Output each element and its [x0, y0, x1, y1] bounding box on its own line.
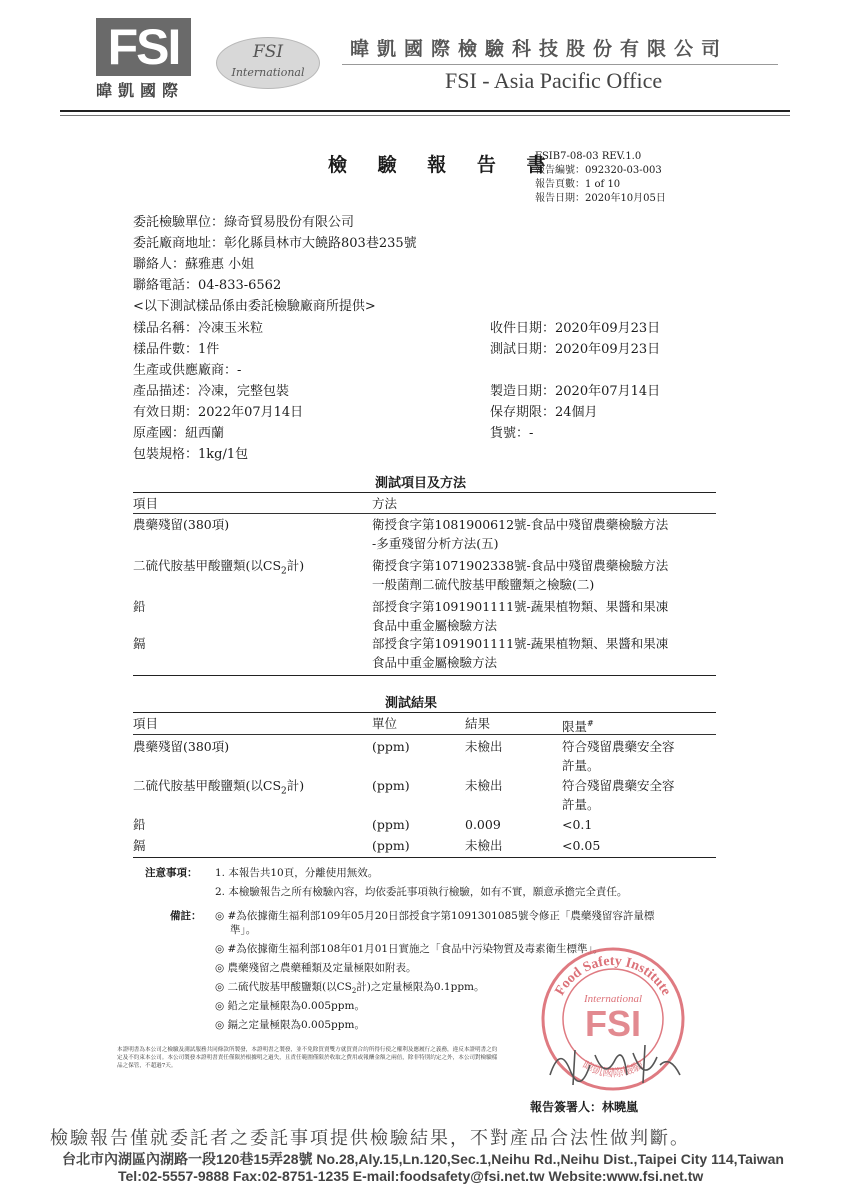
note-item: 2. 本檢驗報告之所有檢驗內容，均依委託事項執行檢驗，如有不實，願意承擔完全責任。: [215, 886, 628, 898]
result-row-item: 鉛: [133, 817, 146, 832]
result-row-limit: 符合殘留農藥安全容: [562, 739, 675, 754]
sample-source-note: <以下測試樣品係由委託檢驗廠商所提供>: [133, 299, 376, 314]
client-phone: 聯絡電話：04-833-6562: [133, 278, 282, 293]
remark-item: 準」。: [230, 924, 257, 936]
disclaimer: 檢驗報告僅就委託者之委託事項提供檢驗結果，不對產品合法性做判斷。: [50, 1128, 690, 1149]
result-row-unit: (ppm): [372, 817, 410, 832]
result-row-item: 農藥殘留(380項): [133, 739, 230, 754]
handwritten-signature: [545, 1035, 685, 1095]
result-row-value: 0.009: [465, 817, 501, 832]
result-row-unit: (ppm): [372, 838, 410, 853]
method-row-text: 食品中重金屬檢驗方法: [372, 655, 498, 670]
form-number: FSIB7-08-03 REV.1.0: [535, 151, 642, 162]
footer-address: 台北市內湖區內湖路一段120巷15弄28號 No.28,Aly.15,Ln.120,Sec.1,Neihu Rd.,Neihu Dist.,Taipei City 114,Taiwan: [62, 1151, 784, 1167]
results-col-unit: 單位: [372, 716, 398, 731]
methods-col-method: 方法: [372, 496, 398, 511]
remark-item: ◎ 農藥殘留之農藥種類及定量極限如附表。: [215, 962, 417, 974]
remarks-label: 備註：: [170, 910, 202, 922]
shelf-life: 保存期限：24個月: [490, 405, 598, 420]
report-title: 檢 驗 報 告 書: [328, 154, 558, 176]
sample-description: 產品描述：冷凍，完整包裝: [133, 384, 290, 399]
fsi-logo: FSI: [96, 18, 191, 76]
received-date: 收件日期：2020年09月23日: [490, 321, 661, 336]
company-name: 暐凱國際檢驗科技股份有限公司: [350, 39, 729, 60]
results-header-rule: [133, 734, 716, 735]
sample-name: 樣品名稱：冷凍玉米粒: [133, 321, 264, 336]
office-name: FSI - Asia Pacific Office: [445, 68, 663, 93]
remark-item: ◎ #為依據衛生福利部108年01月01日實施之「食品中污染物質及毒素衛生標準」。: [215, 943, 604, 955]
results-col-item: 項目: [133, 716, 159, 731]
method-row-text: 衛授食字第1071902338號-食品中殘留農藥檢驗方法: [372, 558, 669, 573]
remark-item: ◎ 鎘之定量極限為0.005ppm。: [215, 1019, 365, 1031]
method-row-item: 鎘: [133, 636, 146, 651]
report-number: 報告編號：092320-03-003: [535, 165, 662, 176]
method-row-text: 食品中重金屬檢驗方法: [372, 618, 498, 633]
result-row-unit: (ppm): [372, 739, 410, 754]
result-row-value: 未檢出: [465, 778, 503, 793]
results-top-rule: [133, 712, 716, 713]
test-date: 測試日期：2020年09月23日: [490, 342, 661, 357]
result-row-limit: <0.1: [562, 817, 593, 832]
client-contact: 聯絡人：蘇雅惠 小姐: [133, 257, 255, 272]
remark-item: ◎ 二硫代胺基甲酸鹽類(以$CS_2$計)之定量極限為0.1ppm。: [215, 981, 485, 996]
result-row-item: 鎘: [133, 838, 146, 853]
header-rule: [60, 110, 790, 112]
results-col-limit: 限量#: [562, 719, 594, 735]
result-row-limit: 符合殘留農藥安全容: [562, 778, 675, 793]
methods-bottom-rule: [133, 675, 716, 676]
results-title: 測試結果: [385, 696, 438, 711]
result-row-limit: <0.05: [562, 838, 601, 853]
method-row-item: 二硫代胺基甲酸鹽類(以$CS_2$計): [133, 558, 305, 577]
client-unit: 委託檢驗單位：綠奇貿易股份有限公司: [133, 215, 355, 230]
terms-small-print: 本證明書為本公司之檢驗及測試服務共同條款所製發，本證明書之製發，並不免除買賣雙方就買賣合約所得行使之權利及應履行之義務，違反本證明書之約定及不約束本公司。本公司製發本證明書責任僅限於根據明之過失，且責任範圍僅限於收取之費用或報酬金額之兩倍，除非特別約定之外，本公司對檢驗樣品之保管，不超過7天。: [117, 1047, 498, 1069]
stamp-mid-text: International: [583, 993, 643, 1005]
header-rule-thin: [60, 115, 790, 116]
client-address: 委託廠商地址：彰化縣員林市大饒路803巷235號: [133, 236, 417, 251]
results-bottom-rule: [133, 857, 716, 858]
sample-expiry: 有效日期：2022年07月14日: [133, 405, 304, 420]
sample-count: 樣品件數：1件: [133, 342, 220, 357]
remark-item: ◎ #為依據衛生福利部109年05月20日部授食字第1091301085號令修正「農藥殘留容許量標: [215, 910, 655, 922]
oval-logo-subtext: International: [231, 66, 305, 79]
header-divider: [342, 64, 778, 65]
stamp-big-text: FSI: [584, 1003, 642, 1044]
note-item: 1. 本報告共10頁，分離使用無效。: [215, 867, 379, 879]
report-pages: 報告頁數：1 of 10: [535, 179, 621, 190]
footer-contact: Tel:02-5557-9888 Fax:02-8751-1235 E-mail:foodsafety@fsi.net.tw Website:www.fsi.net.tw: [118, 1168, 704, 1184]
methods-top-rule: [133, 492, 716, 493]
report-signer: 報告簽署人：林曉嵐: [530, 1100, 639, 1114]
remark-item: ◎ 鉛之定量極限為0.005ppm。: [215, 1000, 365, 1012]
methods-col-item: 項目: [133, 496, 159, 511]
result-row-item: 二硫代胺基甲酸鹽類(以$CS_2$計): [133, 778, 305, 797]
stamp-bottom-text: 暐凱國際檢驗: [580, 1058, 646, 1080]
sample-origin: 原產國：紐西蘭: [133, 426, 225, 441]
methods-header-rule: [133, 513, 716, 514]
logo-chinese-name: 暐凱國際: [96, 83, 185, 100]
stamp-top-text: Food Safety Institute: [552, 953, 674, 999]
method-row-item: 農藥殘留(380項): [133, 517, 230, 532]
method-row-text: -多重殘留分析方法(五): [372, 536, 499, 551]
result-row-value: 未檢出: [465, 838, 503, 853]
method-row-text: 部授食字第1091901111號-蔬果植物類、果醬和果凍: [372, 599, 669, 614]
method-row-item: 鉛: [133, 599, 146, 614]
manufacture-date: 製造日期：2020年07月14日: [490, 384, 661, 399]
methods-title: 測試項目及方法: [375, 476, 467, 491]
result-row-limit: 許量。: [562, 797, 600, 812]
result-row-value: 未檢出: [465, 739, 503, 754]
sample-producer: 生產或供應廠商：-: [133, 363, 242, 378]
method-row-text: 衛授食字第1081900612號-食品中殘留農藥檢驗方法: [372, 517, 669, 532]
method-row-text: 部授食字第1091901111號-蔬果植物類、果醬和果凍: [372, 636, 669, 651]
sample-spec: 包裝規格：1kg/1包: [133, 447, 249, 462]
result-row-unit: (ppm): [372, 778, 410, 793]
results-col-result: 結果: [465, 716, 491, 731]
method-row-text: 一般菌劑二硫代胺基甲酸鹽類之檢驗(二): [372, 577, 595, 592]
lot-number: 貨號：-: [490, 426, 534, 441]
notes-label: 注意事項：: [145, 867, 198, 879]
oval-logo-text: FSI: [252, 42, 284, 62]
result-row-limit: 許量。: [562, 758, 600, 773]
report-date: 報告日期：2020年10月05日: [535, 193, 666, 204]
